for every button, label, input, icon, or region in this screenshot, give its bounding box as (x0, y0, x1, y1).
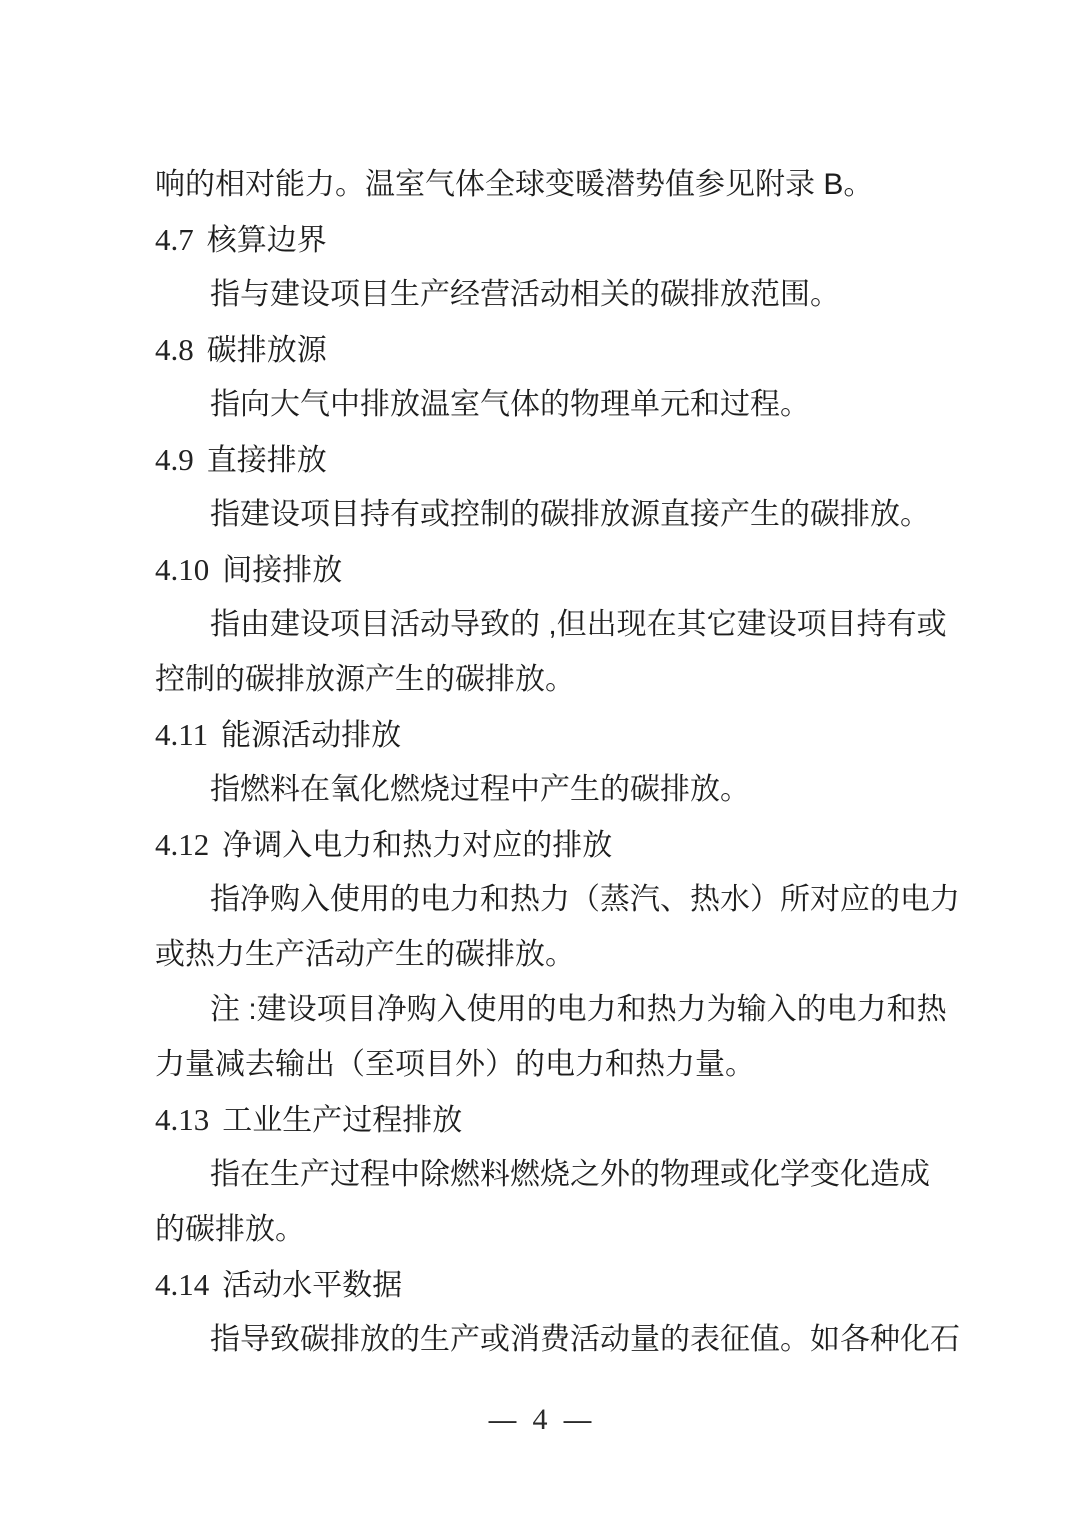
section-number: 4.11 (155, 717, 209, 752)
paragraph-first-line: 指燃料在氧化燃烧过程中产生的碳排放。 (210, 773, 750, 806)
section-heading (155, 817, 955, 872)
paragraph-first-line: 指导致碳排放的生产或消费活动量的表征值。如各种化石 (210, 1323, 960, 1356)
paragraph-wrap-line: 控制的碳排放源产生的碳排放。 (155, 663, 575, 696)
section-number: 4.9 (155, 442, 194, 477)
section-heading (155, 432, 955, 487)
paragraph-wrap-line: 的碳排放。 (155, 1213, 305, 1246)
section-heading (155, 707, 955, 762)
paragraph-first-line: 指向大气中排放温室气体的物理单元和过程。 (210, 388, 810, 421)
paragraph-wrap-line: 响的相对能力。温室气体全球变暖潜势值参见附录 B。 (155, 168, 874, 201)
section-number: 4.10 (155, 552, 210, 587)
section-title: 碳排放源 (206, 334, 327, 367)
paragraph-first-line: 指在生产过程中除燃料燃烧之外的物理或化学变化造成 (210, 1158, 930, 1191)
section-heading (155, 212, 955, 267)
section-heading (155, 542, 955, 597)
paragraph-wrap-line: 力量减去输出（至项目外）的电力和热力量。 (155, 1048, 755, 1081)
section-number: 4.7 (155, 222, 194, 257)
section-heading (155, 322, 955, 377)
paragraph-first-line: 指建设项目持有或控制的碳排放源直接产生的碳排放。 (210, 498, 930, 531)
section-title: 工业生产过程排放 (222, 1104, 463, 1137)
document-body (155, 157, 960, 1367)
page-footer (0, 1392, 1080, 1447)
section-number: 4.13 (155, 1102, 210, 1137)
paragraph-first-line: 指与建设项目生产经营活动相关的碳排放范围。 (210, 278, 840, 311)
section-title: 能源活动排放 (221, 719, 402, 752)
paragraph-first-line: 指净购入使用的电力和热力（蒸汽、热水）所对应的电力 (210, 883, 960, 916)
paragraph-first-line: 注 :建设项目净购入使用的电力和热力为输入的电力和热 (210, 993, 947, 1026)
page-number: 4 (532, 1403, 548, 1436)
section-number: 4.14 (155, 1267, 210, 1302)
paragraph-wrap-line: 或热力生产活动产生的碳排放。 (155, 938, 575, 971)
section-number: 4.8 (155, 332, 194, 367)
section-title: 净调入电力和热力对应的排放 (222, 829, 613, 862)
section-heading (155, 1092, 955, 1147)
section-number: 4.12 (155, 827, 210, 862)
footer-dash-right: — (563, 1404, 592, 1435)
section-heading (155, 1257, 955, 1312)
paragraph-first-line: 指由建设项目活动导致的 ,但出现在其它建设项目持有或 (210, 608, 947, 641)
section-title: 活动水平数据 (222, 1269, 403, 1302)
footer-dash-left: — (488, 1404, 517, 1435)
section-title: 直接排放 (206, 444, 327, 477)
section-title: 核算边界 (206, 224, 327, 257)
section-title: 间接排放 (222, 554, 343, 587)
